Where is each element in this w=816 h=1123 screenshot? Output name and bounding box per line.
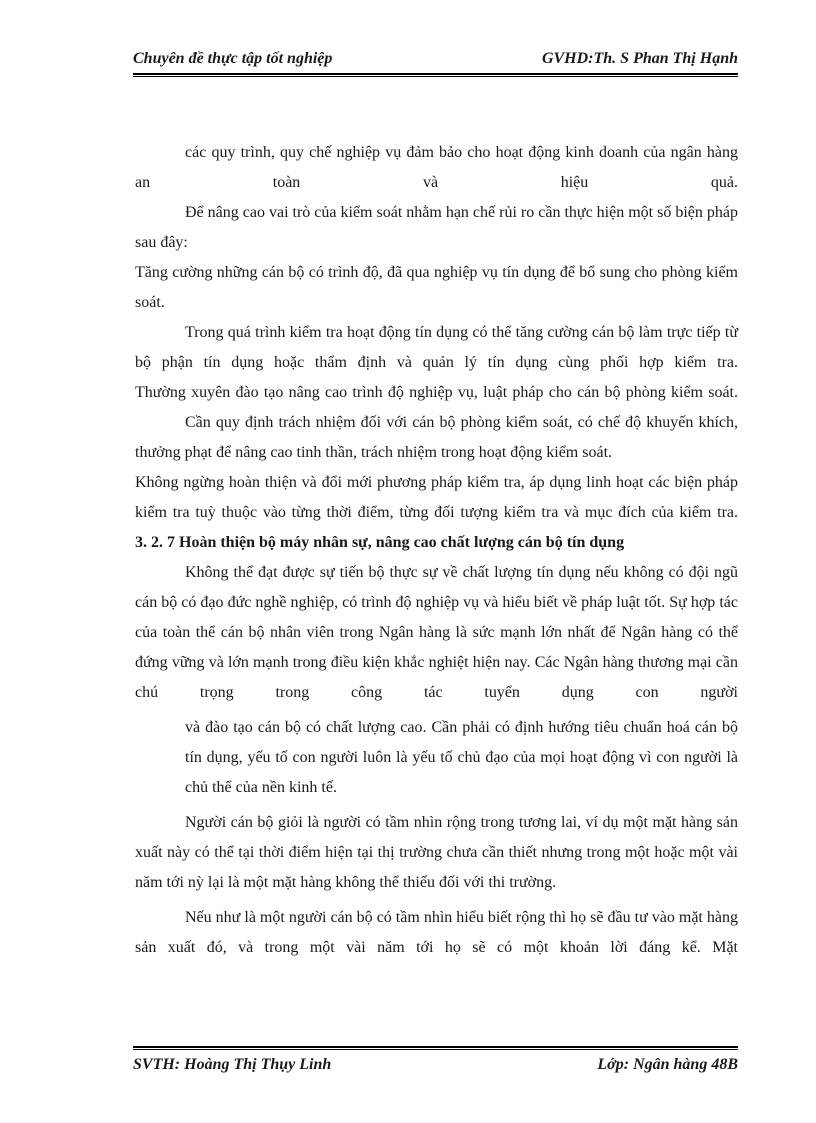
paragraph: Người cán bộ giỏi là người có tầm nhìn rộng trong tương lai, ví dụ một mặt hàng sản xuất này có thể tại thời điểm hiện tại thị trường chưa cần thiết nhưng trong một hoặc một vài năm tới nỳ lại là một mặt hàng không thể thiếu đối với thi trường.	[135, 814, 738, 891]
paragraph: Tăng cường những cán bộ có trình độ, đã qua nghiệp vụ tín dụng để bổ sung cho phòng kiểm soát.	[135, 264, 738, 311]
document-body	[135, 138, 738, 963]
paragraph: Để nâng cao vai trò của kiểm soát nhằm hạn chế rủi ro cần thực hiện một số biện pháp sau đây:	[135, 204, 738, 251]
footer-rule	[133, 1046, 738, 1048]
page-footer	[133, 1053, 738, 1077]
header-title: Chuyên đề thực tập tốt nghiệp	[133, 50, 333, 67]
paragraph: và đào tạo cán bộ có chất lượng cao. Cần phải có định hướng tiêu chuẩn hoá cán bộ tín dụng, yếu tố con người luôn là yếu tố chủ đạo của mọi hoạt động vì con người là chủ thể của nền kinh tế.	[185, 719, 738, 796]
paragraph: Nếu như là một người cán bộ có tầm nhìn hiểu biết rộng thì họ sẽ đầu tư vào mặt hàng sản xuất đó, và trong một vài năm tới họ sẽ có một khoản lời đáng kể. Mặt	[135, 909, 738, 956]
paragraph: Không thể đạt được sự tiến bộ thực sự về chất lượng tín dụng nếu không có đội ngũ cán bộ có đạo đức nghề nghiệp, có trình độ nghiệp vụ và hiểu biết về pháp luật tốt. Sự hợp tác của toàn thể cán bộ nhân viên trong Ngân hàng là sức mạnh lớn nhất để Ngân hàng có thể đứng vững và lớn mạnh trong điều kiện khắc nghiệt hiện nay. Các Ngân hàng thương mại cần chú trọng trong công tác tuyển dụng con người	[135, 564, 738, 701]
footer-rule-thin	[133, 1049, 738, 1050]
section-heading: 3. 2. 7 Hoàn thiện bộ máy nhân sự, nâng cao chất lượng cán bộ tín dụng	[135, 534, 625, 551]
paragraph: Không ngừng hoàn thiện và đổi mới phương pháp kiểm tra, áp dụng linh hoạt các biện pháp kiểm tra tuỳ thuộc vào từng thời điểm, từng đối tượng kiểm tra và mục đích của kiểm tra.	[135, 474, 738, 521]
paragraph: các quy trình, quy chế nghiệp vụ đảm bảo cho hoạt động kinh doanh của ngân hàng an toàn và hiệu quả.	[135, 144, 738, 191]
paragraph: Cần quy định trách nhiệm đối với cán bộ phòng kiểm soát, có chế độ khuyến khích, thưởng phạt để nâng cao tinh thần, trách nhiệm trong hoạt động kiểm soát.	[135, 414, 738, 461]
header-advisor: GVHD:Th. S Phan Thị Hạnh	[541, 50, 738, 67]
page-header	[133, 48, 738, 70]
footer-class: Lớp: Ngân hàng 48B	[597, 1056, 738, 1073]
footer-student: SVTH: Hoàng Thị Thụy Linh	[133, 1056, 332, 1073]
header-rule	[133, 73, 738, 75]
header-rule-thin	[133, 76, 738, 77]
paragraph: Thường xuyên đào tạo nâng cao trình độ nghiệp vụ, luật pháp cho cán bộ phòng kiểm soát.	[135, 384, 738, 401]
paragraph: Trong quá trình kiểm tra hoạt động tín dụng có thể tăng cường cán bộ làm trực tiếp từ bộ phận tín dụng hoặc thẩm định và quản lý tín dụng cùng phối hợp kiểm tra.	[135, 324, 738, 371]
